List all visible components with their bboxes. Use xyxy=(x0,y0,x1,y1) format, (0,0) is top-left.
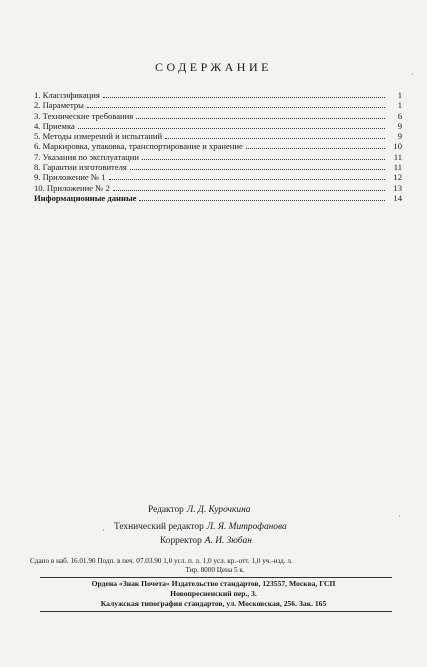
toc-entry-page: 12 xyxy=(393,172,402,183)
printer-line: Калужская типография стандартов, ул. Московская, 256. Зак. 165 xyxy=(100,599,327,608)
publication-details: Сдано в наб. 16.01.90 Подп. в печ. 07.03.90 1,0 усл. п. л. 1,0 усл. кр.-отт. 1,0 уч.-изд. л. xyxy=(30,557,293,565)
toc-entry-label: 9. Приложение № 1 xyxy=(34,172,106,183)
editor-credit xyxy=(148,505,250,515)
toc-leader-dots xyxy=(136,112,385,119)
toc-leader-dots xyxy=(87,101,385,108)
toc-entry xyxy=(34,111,402,121)
toc-entry xyxy=(34,193,402,203)
corrector-credit xyxy=(160,536,252,546)
scan-speck: · xyxy=(398,512,401,521)
tech-editor-role: Технический редактор xyxy=(114,522,204,532)
toc-entry-label: 4. Приемка xyxy=(34,120,75,131)
toc-entry-page: 14 xyxy=(393,192,402,203)
scan-speck: · xyxy=(102,526,105,535)
toc-leader-dots xyxy=(246,142,385,149)
toc-entry-page: 6 xyxy=(397,110,402,121)
imprint-block xyxy=(0,579,427,609)
toc-leader-dots xyxy=(142,153,385,160)
table-of-contents xyxy=(34,90,402,203)
toc-leader-dots xyxy=(78,122,385,129)
toc-entry xyxy=(34,162,402,172)
toc-entry-label: 7. Указания по эксплуатации xyxy=(34,151,139,162)
toc-entry-page: 10 xyxy=(393,141,402,152)
publication-info xyxy=(30,557,400,574)
toc-leader-dots xyxy=(165,132,385,139)
toc-entry-page: 9 xyxy=(397,131,402,142)
toc-entry-page: 1 xyxy=(397,90,402,100)
toc-entry-label: Информационные данные xyxy=(34,192,137,203)
toc-leader-dots xyxy=(113,184,385,191)
corrector-name: А. И. Зюбан xyxy=(204,536,252,546)
toc-entry-label: 3. Технические требования xyxy=(34,110,134,121)
toc-entry-page: 11 xyxy=(393,151,402,162)
toc-leader-dots xyxy=(139,194,385,201)
toc-entry-label: 10. Приложение № 2 xyxy=(34,182,110,193)
corrector-role: Корректор xyxy=(160,536,202,546)
toc-entry-page: 13 xyxy=(393,182,402,193)
toc-entry-label: 2. Параметры xyxy=(34,100,84,111)
toc-entry xyxy=(34,172,402,182)
toc-leader-dots xyxy=(109,173,385,180)
toc-entry xyxy=(34,100,402,110)
editor-name: Л. Д. Курочкина xyxy=(186,505,251,515)
publisher-line: Ордена «Знак Почета» Издательство стандартов, 123557, Москва, ГСП xyxy=(91,579,336,588)
toc-entry-page: 9 xyxy=(397,120,402,131)
divider-bottom xyxy=(40,611,392,612)
tech-editor-credit xyxy=(114,522,287,532)
toc-entry xyxy=(34,141,402,151)
toc-leader-dots xyxy=(103,91,385,98)
toc-entry-page: 1 xyxy=(397,100,402,111)
scan-speck: · xyxy=(411,70,414,79)
toc-entry xyxy=(34,121,402,131)
toc-entry xyxy=(34,152,402,162)
toc-entry-label: 5. Методы измерений и испытаний xyxy=(34,131,163,142)
toc-title: СОДЕРЖАНИЕ xyxy=(155,60,272,74)
tech-editor-name: Л. Я. Митрофанова xyxy=(206,522,287,532)
toc-entry-label: 8. Гарантии изготовителя xyxy=(34,162,127,173)
toc-entry xyxy=(34,131,402,141)
editor-role: Редактор xyxy=(148,505,184,515)
toc-leader-dots xyxy=(130,163,385,170)
toc-entry xyxy=(34,90,402,100)
publisher-address: Новопресненский пер., 3. xyxy=(170,589,257,598)
print-run-price: Тир. 8000 Цена 5 к. xyxy=(185,566,245,574)
toc-entry-label: 6. Маркировка, упаковка, транспортирование и хранение xyxy=(34,141,243,152)
toc-entry-label: 1. Классификация xyxy=(34,90,100,100)
toc-entry-page: 11 xyxy=(393,162,402,173)
divider-top xyxy=(40,577,392,578)
toc-entry xyxy=(34,183,402,193)
